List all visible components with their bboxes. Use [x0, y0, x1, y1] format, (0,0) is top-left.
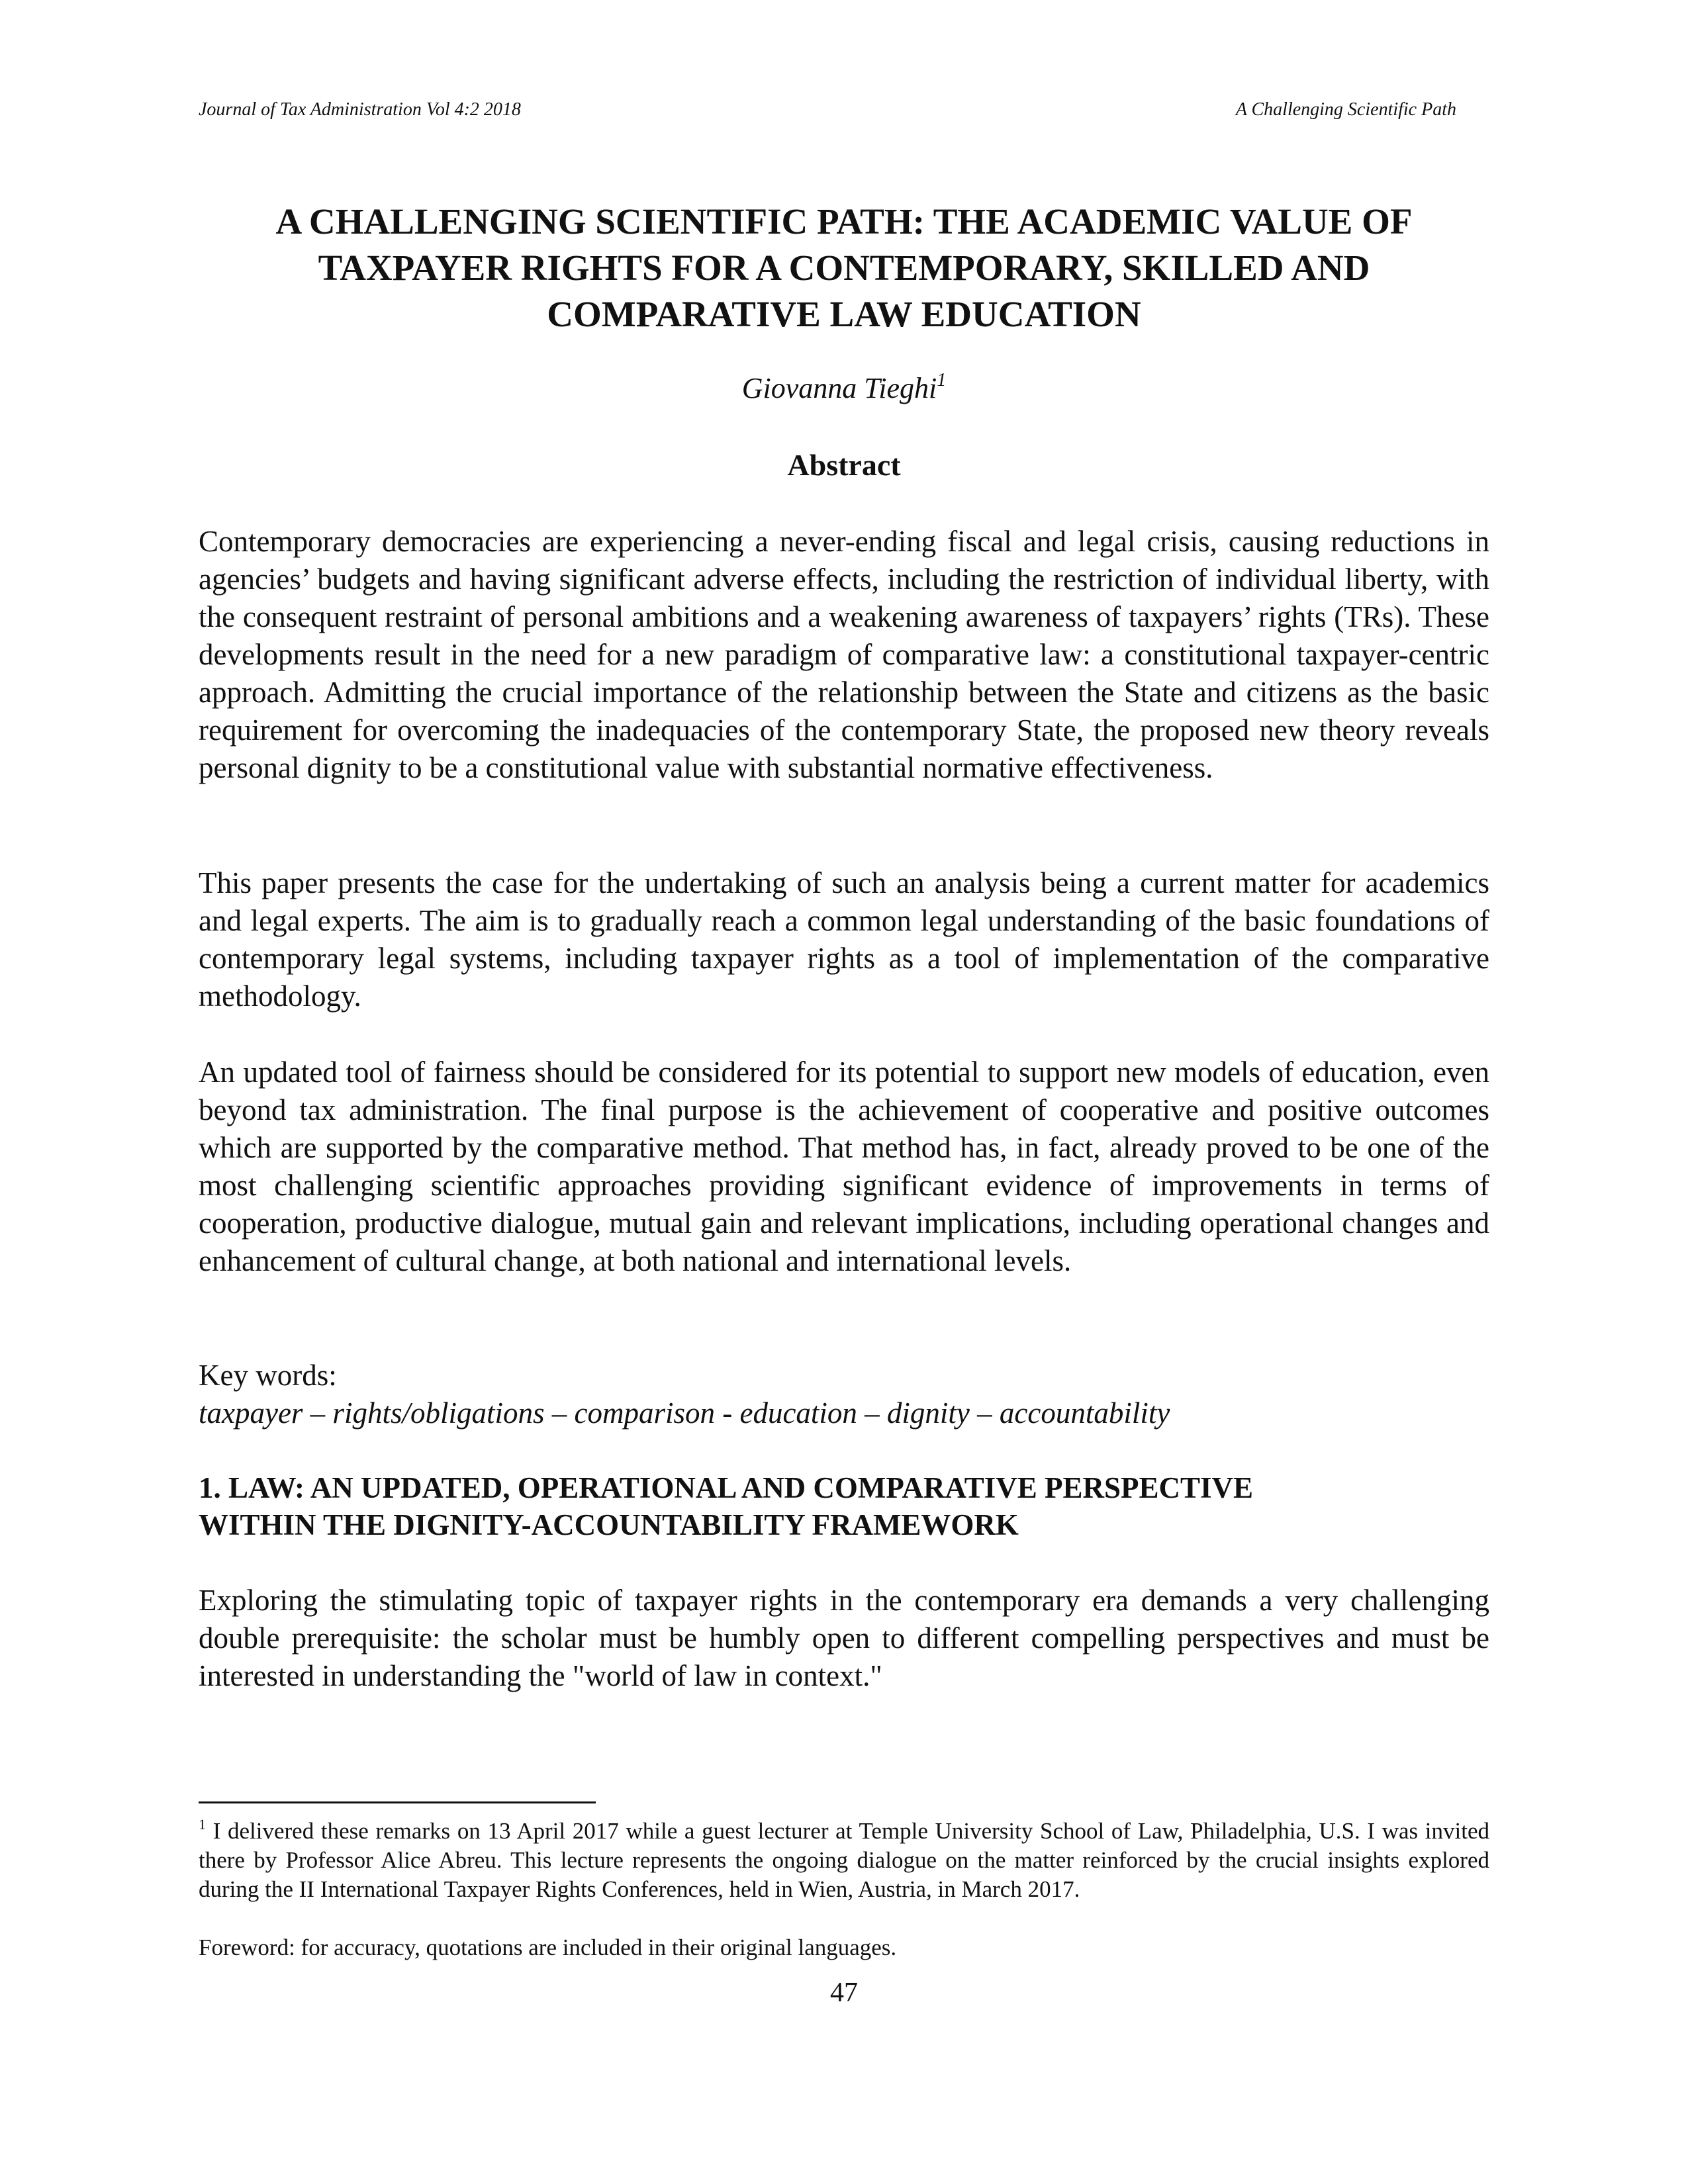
section-paragraph: Exploring the stimulating topic of taxpayer rights in the contemporary era demands a very challenging double prerequisite: the scholar must be humbly open to different compelling perspectives and must be interested in understanding the "world of law in context." — [199, 1584, 1489, 1692]
abstract-heading: Abstract — [787, 448, 901, 482]
page-number: 47 — [830, 1978, 858, 2008]
author-name: Giovanna Tieghi — [741, 372, 937, 404]
section-heading-line: 1. LAW: AN UPDATED, OPERATIONAL AND COMPARATIVE PERSPECTIVE — [199, 1471, 1254, 1504]
footnote-text: I delivered these remarks on 13 April 2017 while a guest lecturer at Temple University School of Law, Philadelphia, U.S. I was invited there by Professor Alice Abreu. This lecture represents the ongoing dialogue on the matter reinforced by the crucial insights explored during the II International Taxpayer Rights Conferences, held in Wien, Austria, in March 2017. — [199, 1818, 1489, 1902]
article-title — [199, 199, 1489, 338]
article-title-line: TAXPAYER RIGHTS FOR A CONTEMPORARY, SKILLED AND — [318, 248, 1370, 288]
keywords-label: Key words: — [199, 1359, 337, 1392]
article-title-line: COMPARATIVE LAW EDUCATION — [547, 294, 1141, 334]
running-short-title: A Challenging Scientific Path — [1235, 99, 1456, 120]
author-footnote-marker[interactable]: 1 — [937, 370, 947, 390]
section-heading-line: WITHIN THE DIGNITY-ACCOUNTABILITY FRAMEWORK — [199, 1508, 1019, 1541]
footnote — [199, 1817, 1489, 1904]
footnote-divider — [199, 1801, 596, 1803]
author-byline — [199, 371, 1489, 406]
abstract-paragraph: An updated tool of fairness should be considered for its potential to support new models of education, even beyond tax administration. The final purpose is the achievement of cooperative and positive outcomes which are supported by the comparative method. That method has, in fact, already proved to be one of the most challenging scientific approaches providing significant evidence of improvements in terms of cooperation, productive dialogue, mutual gain and relevant implications, including operational changes and enhancement of cultural change, at both national and international levels. — [199, 1056, 1489, 1277]
journal-citation: Journal of Tax Administration Vol 4:2 2018 — [199, 99, 521, 120]
section-heading — [199, 1469, 1489, 1543]
article-title-line: A CHALLENGING SCIENTIFIC PATH: THE ACADEMIC VALUE OF — [275, 201, 1413, 242]
abstract-paragraph: This paper presents the case for the undertaking of such an analysis being a current matter for academics and legal experts. The aim is to gradually reach a common legal understanding of the basic foundations of contemporary legal systems, including taxpayer rights as a tool of implementation of the comparative methodology. — [199, 866, 1489, 1013]
keywords-list: taxpayer – rights/obligations – comparison - education – dignity – accountability — [199, 1396, 1170, 1430]
abstract-paragraph: Contemporary democracies are experiencing a never-ending fiscal and legal crisis, causing reductions in agencies’ budgets and having significant adverse effects, including the restriction of individual liberty, with the consequent restraint of personal ambitions and a weakening awareness of taxpayers’ rights (TRs). These developments result in the need for a new paradigm of comparative law: a constitutional taxpayer-centric approach. Admitting the crucial importance of the relationship between the State and citizens as the basic requirement for overcoming the inadequacies of the contemporary State, the proposed new theory reveals personal dignity to be a constitutional value with substantial normative effectiveness. — [199, 525, 1489, 784]
foreword-note: Foreword: for accuracy, quotations are included in their original languages. — [199, 1934, 897, 1960]
footnote-marker: 1 — [199, 1816, 206, 1833]
